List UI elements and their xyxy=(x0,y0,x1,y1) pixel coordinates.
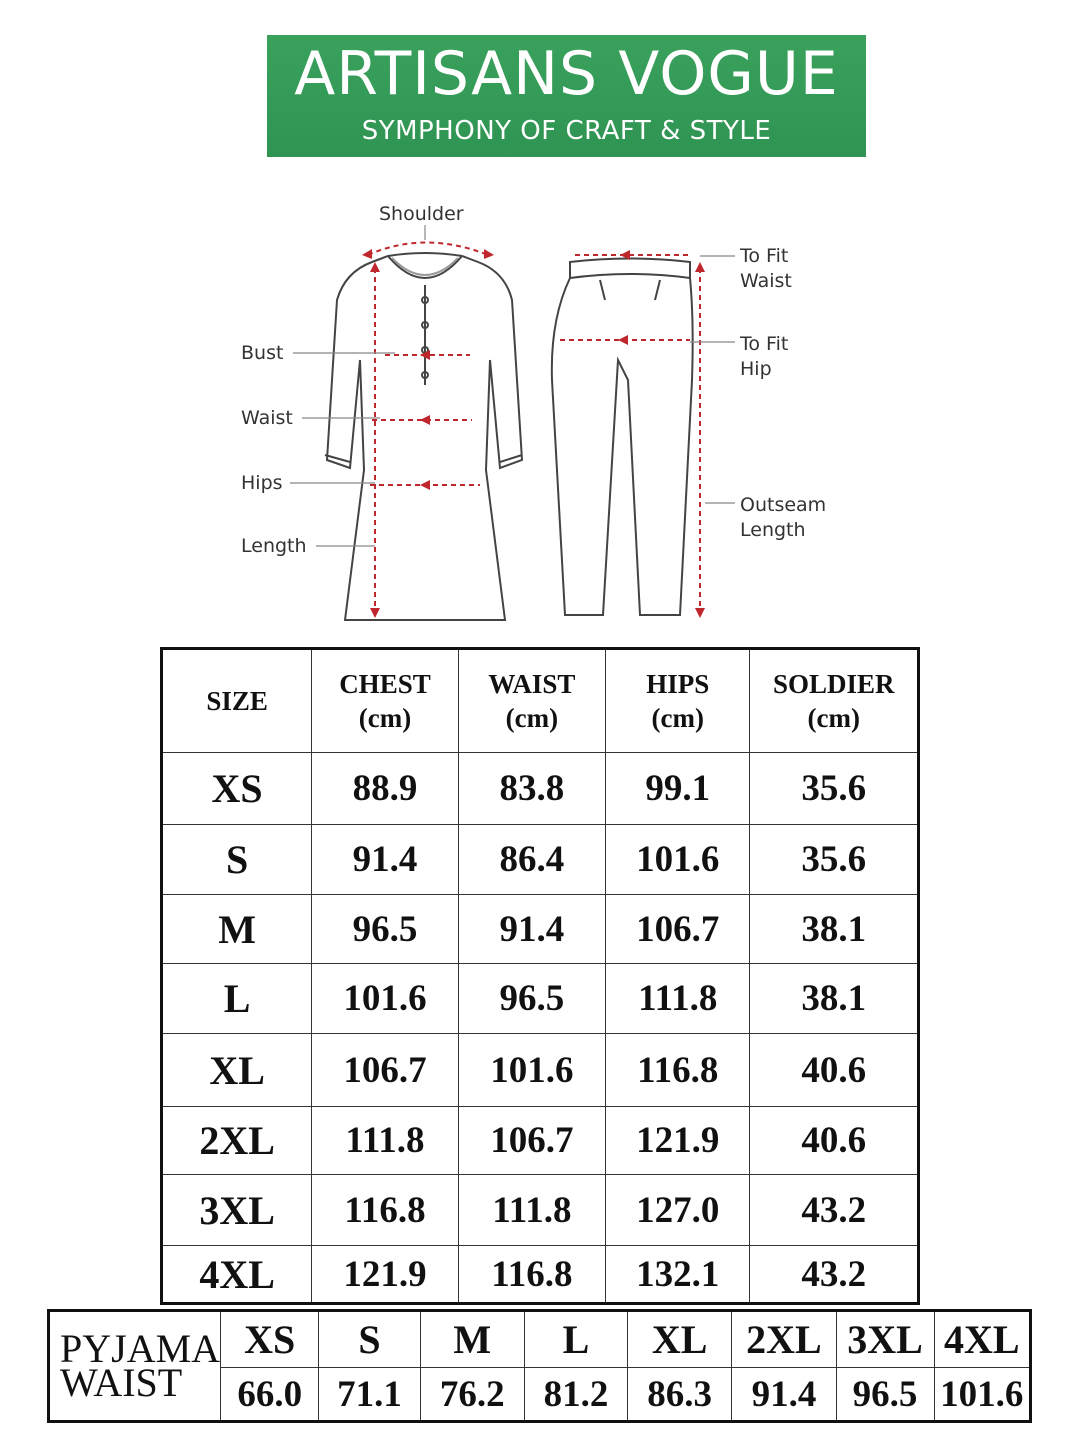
value-cell: 40.6 xyxy=(750,1107,919,1175)
pyjama-size-cell: XL xyxy=(627,1311,732,1368)
pyjama-size-cell: 3XL xyxy=(836,1311,934,1368)
pyjama-size-cell: S xyxy=(319,1311,420,1368)
size-cell: 4XL xyxy=(162,1246,312,1304)
label-to-fit-waist-2: Waist xyxy=(740,270,792,292)
brand-logo xyxy=(267,35,866,157)
value-cell: 99.1 xyxy=(606,753,750,825)
value-cell: 111.8 xyxy=(458,1175,605,1246)
size-cell: L xyxy=(162,964,312,1034)
table-row xyxy=(162,964,919,1034)
header-hips: HIPS (cm) xyxy=(606,649,750,753)
size-cell: XL xyxy=(162,1034,312,1107)
label-outseam-1: Outseam xyxy=(740,494,827,516)
value-cell: 106.7 xyxy=(312,1034,458,1107)
pyjama-size-cell: M xyxy=(420,1311,525,1368)
pyjama-size-cell: 2XL xyxy=(732,1311,836,1368)
header-chest: CHEST (cm) xyxy=(312,649,458,753)
value-cell: 86.4 xyxy=(458,825,605,895)
table-row xyxy=(162,1107,919,1175)
pyjama-value-cell: 81.2 xyxy=(525,1368,628,1422)
value-cell: 91.4 xyxy=(312,825,458,895)
size-cell: 2XL xyxy=(162,1107,312,1175)
header-soldier: SOLDIER (cm) xyxy=(750,649,919,753)
table-row xyxy=(162,895,919,964)
value-cell: 96.5 xyxy=(458,964,605,1034)
pyjama-value-cell: 86.3 xyxy=(627,1368,732,1422)
brand-tagline: SYMPHONY OF CRAFT & STYLE xyxy=(361,116,772,146)
value-cell: 111.8 xyxy=(312,1107,458,1175)
label-outseam-2: Length xyxy=(740,519,806,541)
value-cell: 116.8 xyxy=(458,1246,605,1304)
value-cell: 40.6 xyxy=(750,1034,919,1107)
size-cell: S xyxy=(162,825,312,895)
value-cell: 101.6 xyxy=(458,1034,605,1107)
brand-name: ARTISANS VOGUE xyxy=(294,39,839,109)
header-size: SIZE xyxy=(162,649,312,753)
label-waist: Waist xyxy=(241,407,293,429)
pants-illustration xyxy=(552,259,693,616)
value-cell: 121.9 xyxy=(606,1107,750,1175)
value-cell: 106.7 xyxy=(458,1107,605,1175)
value-cell: 111.8 xyxy=(606,964,750,1034)
value-cell: 38.1 xyxy=(750,964,919,1034)
label-shoulder: Shoulder xyxy=(379,203,464,225)
value-cell: 38.1 xyxy=(750,895,919,964)
pyjama-value-cell: 96.5 xyxy=(836,1368,934,1422)
header-waist: WAIST (cm) xyxy=(458,649,605,753)
value-cell: 106.7 xyxy=(606,895,750,964)
value-cell: 43.2 xyxy=(750,1246,919,1304)
size-cell: M xyxy=(162,895,312,964)
pyjama-value-cell: 66.0 xyxy=(221,1368,319,1422)
pyjama-sizes-row xyxy=(49,1311,1031,1368)
pyjama-label: PYJAMA WAIST xyxy=(49,1311,221,1422)
value-cell: 101.6 xyxy=(312,964,458,1034)
value-cell: 35.6 xyxy=(750,753,919,825)
table-row xyxy=(162,1034,919,1107)
value-cell: 96.5 xyxy=(312,895,458,964)
table-row xyxy=(162,1246,919,1304)
value-cell: 101.6 xyxy=(606,825,750,895)
pyjama-value-cell: 71.1 xyxy=(319,1368,420,1422)
label-hips: Hips xyxy=(241,472,283,494)
pyjama-size-cell: 4XL xyxy=(934,1311,1031,1368)
size-cell: XS xyxy=(162,753,312,825)
pyjama-value-cell: 76.2 xyxy=(420,1368,525,1422)
label-length: Length xyxy=(241,535,307,557)
value-cell: 43.2 xyxy=(750,1175,919,1246)
value-cell: 116.8 xyxy=(312,1175,458,1246)
label-bust: Bust xyxy=(241,342,284,364)
pyjama-size-cell: L xyxy=(525,1311,628,1368)
measurement-arrows xyxy=(368,243,700,613)
arrow-heads xyxy=(362,249,705,618)
table-row xyxy=(162,1175,919,1246)
size-chart-header xyxy=(162,649,919,753)
label-to-fit-waist-1: To Fit xyxy=(740,245,789,267)
size-chart-table xyxy=(160,647,920,1305)
label-to-fit-hip-1: To Fit xyxy=(740,333,789,355)
value-cell: 121.9 xyxy=(312,1246,458,1304)
value-cell: 132.1 xyxy=(606,1246,750,1304)
size-cell: 3XL xyxy=(162,1175,312,1246)
table-row xyxy=(162,825,919,895)
pyjama-value-cell: 91.4 xyxy=(732,1368,836,1422)
value-cell: 127.0 xyxy=(606,1175,750,1246)
pyjama-waist-table xyxy=(47,1309,1032,1423)
value-cell: 91.4 xyxy=(458,895,605,964)
value-cell: 116.8 xyxy=(606,1034,750,1107)
value-cell: 35.6 xyxy=(750,825,919,895)
label-to-fit-hip-2: Hip xyxy=(740,358,772,380)
value-cell: 83.8 xyxy=(458,753,605,825)
kurta-illustration xyxy=(325,253,522,620)
pyjama-size-cell: XS xyxy=(221,1311,319,1368)
value-cell: 88.9 xyxy=(312,753,458,825)
table-row xyxy=(162,753,919,825)
pyjama-value-cell: 101.6 xyxy=(934,1368,1031,1422)
